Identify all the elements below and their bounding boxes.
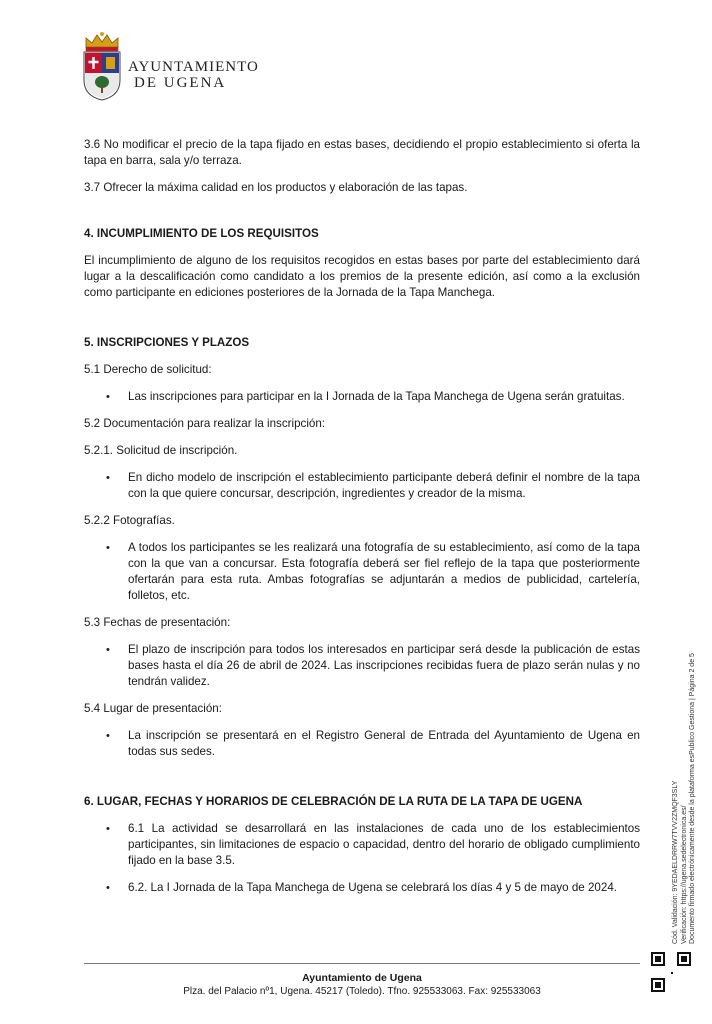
list-item bbox=[84, 389, 640, 405]
list-item-text: A todos los participantes se les realizará una fotografía de su establecimiento, así como de la tapa con la que van a concursar. Esta fotografía deberá ser fiel reflejo de la tapa que posteriormente ofertarán para esta ruta. Ambas fotografías se adjuntarán a medios de publicidad, cartelería, folletos, etc. bbox=[128, 541, 640, 602]
subsection-5-2-2: 5.2.2 Fotografías. bbox=[84, 514, 175, 527]
bullet-icon: • bbox=[106, 882, 110, 894]
list-item-text: Las inscripciones para participar en la I Jornada de la Tapa Manchega de Ugena serán gratuitas. bbox=[128, 390, 625, 403]
list-item-text: 6.2. La I Jornada de la Tapa Manchega de Ugena se celebrará los días 4 y 5 de mayo de 2024. bbox=[128, 881, 617, 894]
paragraph-3-7: 3.7 Ofrecer la máxima calidad en los productos y elaboración de las tapas. bbox=[84, 181, 468, 194]
bullet-icon: • bbox=[106, 472, 110, 484]
validation-code: Cód. Validación: 9YEDAELDRRW7TVV2ZMQF3SLY bbox=[672, 780, 679, 944]
footer-address: Plza. del Palacio nº1, Ugena. 45217 (Toledo). Tfno. 925533063. Fax: 925533063 bbox=[183, 986, 541, 997]
list-item bbox=[84, 880, 640, 896]
org-name-line2: DE UGENA bbox=[134, 75, 227, 91]
paragraph-3-6: 3.6 No modificar el precio de la tapa fijado en estas bases, decidiendo el propio establecimiento si oferta la tapa en barra, sala y/o terraza. bbox=[84, 138, 640, 167]
bullet-icon: • bbox=[106, 823, 110, 835]
list-item-text: En dicho modelo de inscripción el establecimiento participante deberá definir el nombre de la tapa con la que quiere concursar, descripción, ingredientes y creador de la misma. bbox=[128, 471, 640, 500]
qr-code-icon bbox=[651, 952, 691, 992]
bullet-icon: • bbox=[106, 730, 110, 742]
section-5-heading: 5. INSCRIPCIONES Y PLAZOS bbox=[84, 336, 250, 349]
validation-stamp bbox=[672, 653, 698, 944]
bullet-list bbox=[84, 642, 640, 690]
page-footer bbox=[84, 972, 640, 998]
bullet-list bbox=[84, 389, 640, 405]
subsection-5-3: 5.3 Fechas de presentación: bbox=[84, 616, 231, 629]
document-body bbox=[84, 137, 640, 907]
subsection-5-2: 5.2 Documentación para realizar la inscripción: bbox=[84, 417, 326, 430]
bullet-list bbox=[84, 540, 640, 604]
coat-of-arms-logo bbox=[80, 30, 124, 102]
list-item-text: La inscripción se presentará en el Registro General de Entrada del Ayuntamiento de Ugena en todas sus sedes. bbox=[128, 729, 640, 758]
bullet-icon: • bbox=[106, 391, 110, 403]
list-item bbox=[84, 642, 640, 690]
footer-org-name: Ayuntamiento de Ugena bbox=[302, 972, 422, 984]
signature-notice: Documento firmado electrónicamente desde la plataforma esPublico Gestiona | Página 2 de 5 bbox=[689, 653, 696, 944]
list-item bbox=[84, 728, 640, 760]
org-name-line1: AYUNTAMIENTO bbox=[128, 59, 259, 75]
bullet-list bbox=[84, 470, 640, 502]
list-item bbox=[84, 821, 640, 869]
list-item bbox=[84, 470, 640, 502]
organization-name bbox=[128, 59, 259, 91]
bullet-icon: • bbox=[106, 644, 110, 656]
subsection-5-2-1: 5.2.1. Solicitud de inscripción. bbox=[84, 444, 238, 457]
document-header bbox=[80, 30, 259, 102]
list-item-text: 6.1 La actividad se desarrollará en las instalaciones de cada uno de los establecimientos participantes, sin limitaciones de espacio o capacidad, dentro del horario de obligado cumplimiento fijado en la base 3.5. bbox=[128, 822, 640, 867]
bullet-icon: • bbox=[106, 542, 110, 554]
bullet-list bbox=[84, 821, 640, 896]
list-item-text: El plazo de inscripción para todos los interesados en participar será desde la publicación de estas bases hasta el día 26 de abril de 2024. Las inscripciones recibidas fuera de plazo serán nulas y no tendrán validez. bbox=[128, 643, 640, 688]
bullet-list bbox=[84, 728, 640, 760]
list-item bbox=[84, 540, 640, 604]
subsection-5-1: 5.1 Derecho de solicitud: bbox=[84, 363, 212, 376]
section-4-text: El incumplimiento de alguno de los requisitos recogidos en estas bases por parte del establecimiento dará lugar a la descalificación como candidato a los premios de la presente edición, así como a la exclusión como participante en ediciones posteriores de la Jornada de la Tapa Manchega. bbox=[84, 254, 640, 299]
footer-divider bbox=[84, 963, 640, 964]
verification-url[interactable]: Verificación: https://ugena.sedelectronica.es/ bbox=[680, 805, 688, 944]
section-4-heading: 4. INCUMPLIMIENTO DE LOS REQUISITOS bbox=[84, 227, 319, 240]
section-6-heading: 6. LUGAR, FECHAS Y HORARIOS DE CELEBRACIÓN DE LA RUTA DE LA TAPA DE UGENA bbox=[84, 795, 583, 808]
subsection-5-4: 5.4 Lugar de presentación: bbox=[84, 702, 222, 715]
